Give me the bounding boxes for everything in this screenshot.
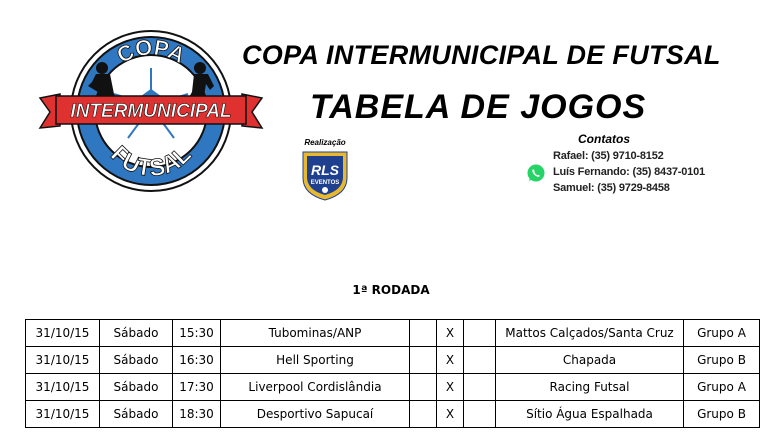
home-team: Tubominas/ANP [221,320,410,347]
contact-rafael: Rafael: (35) 9710-8152 [553,150,664,162]
game-group: Grupo B [684,347,760,374]
game-day: Sábado [100,347,173,374]
home-score-cell [410,401,437,428]
home-team: Desportivo Sapucaí [221,401,410,428]
versus-mark: X [437,347,464,374]
game-time: 15:30 [173,320,221,347]
game-time: 18:30 [173,401,221,428]
logo-banner-text: INTERMUNICIPAL [70,101,232,122]
copa-intermunicipal-logo [38,28,264,194]
away-team: Sítio Água Espalhada [496,401,684,428]
table-row [26,347,760,374]
away-team: Racing Futsal [496,374,684,401]
away-team: Chapada [496,347,684,374]
home-score-cell [410,320,437,347]
rls-badge-text: RLS [311,162,339,178]
game-date: 31/10/15 [26,320,100,347]
away-score-cell [464,401,496,428]
game-date: 31/10/15 [26,347,100,374]
game-day: Sábado [100,320,173,347]
away-score-cell [464,374,496,401]
home-score-cell [410,374,437,401]
versus-mark: X [437,401,464,428]
organizer-label: Realização [304,138,346,147]
table-row [26,401,760,428]
logo-top-text: COPA [112,34,190,69]
versus-mark: X [437,374,464,401]
rls-badge-subtext: EVENTOS [310,180,340,186]
game-day: Sábado [100,374,173,401]
away-score-cell [464,320,496,347]
organizer-block [297,138,353,200]
game-day: Sábado [100,401,173,428]
game-time: 16:30 [173,347,221,374]
away-team: Mattos Calçados/Santa Cruz [496,320,684,347]
contacts-block [526,132,726,202]
games-table [25,319,760,428]
versus-mark: X [437,320,464,347]
contact-samuel: Samuel: (35) 9729-8458 [553,182,670,194]
away-score-cell [464,347,496,374]
table-row [26,320,760,347]
game-group: Grupo A [684,320,760,347]
game-date: 31/10/15 [26,374,100,401]
game-date: 31/10/15 [26,401,100,428]
game-group: Grupo A [684,374,760,401]
rls-eventos-logo [299,148,351,202]
home-team: Hell Sporting [221,347,410,374]
whatsapp-icon [526,163,546,183]
contacts-title: Contatos [578,132,630,146]
page-subtitle: TABELA DE JOGOS [310,88,647,126]
game-time: 17:30 [173,374,221,401]
table-row [26,374,760,401]
home-team: Liverpool Cordislândia [221,374,410,401]
round-title: 1ª RODADA [352,283,430,297]
contact-luis-fernando: Luís Fernando: (35) 8437-0101 [553,166,705,178]
game-group: Grupo B [684,401,760,428]
logo-bottom-text: FUTSAL [105,140,197,183]
page-title: COPA INTERMUNICIPAL DE FUTSAL [242,40,721,70]
home-score-cell [410,347,437,374]
